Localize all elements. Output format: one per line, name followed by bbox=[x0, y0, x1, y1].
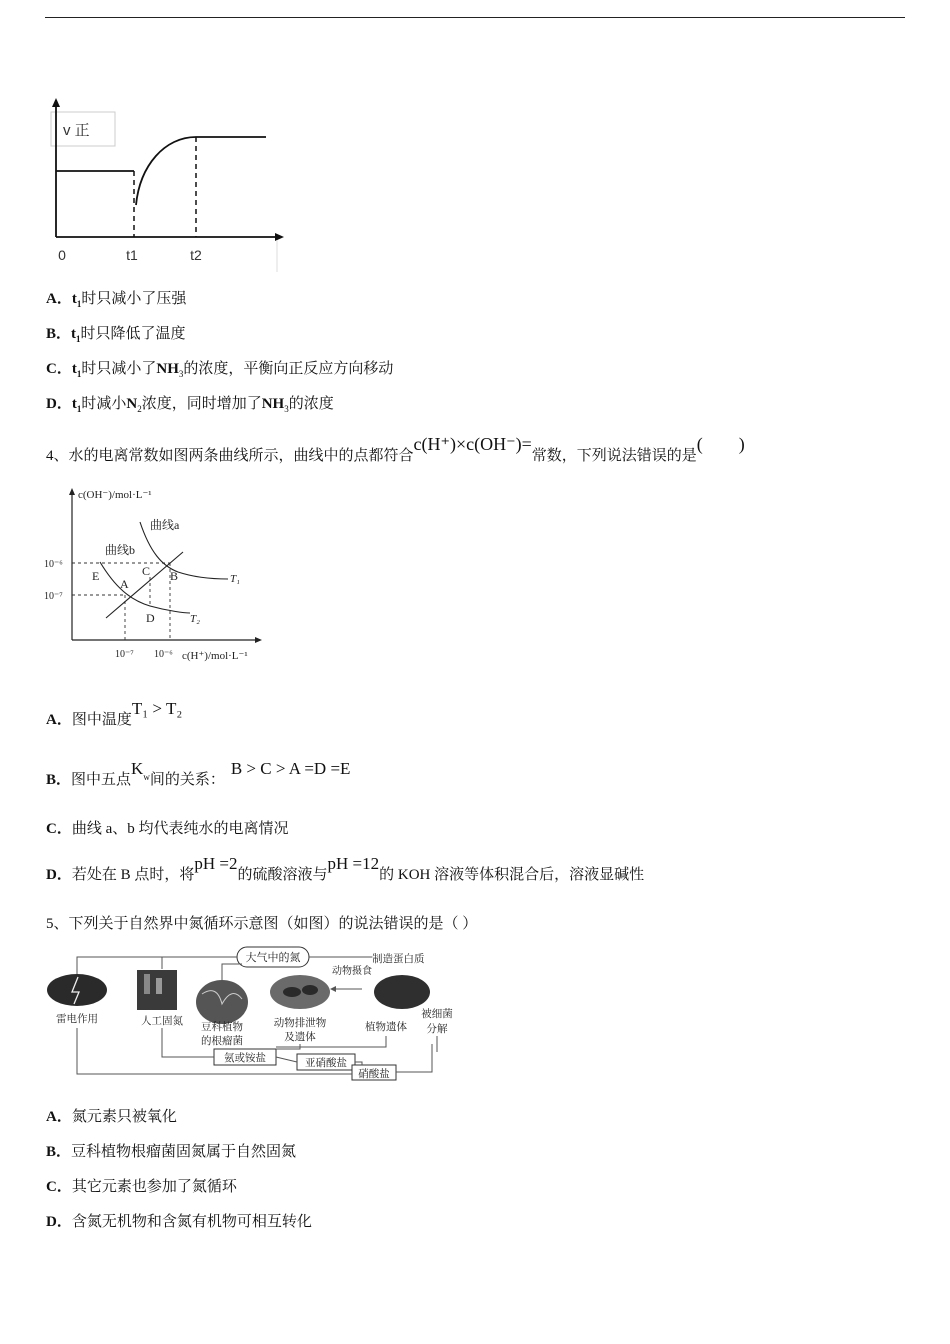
q3-option-a[interactable]: A．$t_1$时只减小了压强 bbox=[46, 291, 187, 309]
y-tick-1e-6: 10⁻⁶ bbox=[44, 559, 63, 570]
point-e: E bbox=[92, 569, 100, 583]
animal-eat-label: 动物摄食 bbox=[332, 966, 372, 977]
y-axis-label: c(OH⁻)/mol·L⁻¹ bbox=[78, 489, 152, 501]
curve-b-label: 曲线b bbox=[105, 543, 136, 557]
q4-option-d[interactable]: D．若处在 B 点时，将pH =2的硫酸溶液与pH =12的 KOH 溶液等体积混合后，溶液显碱性 bbox=[46, 854, 645, 883]
legume-image bbox=[196, 980, 248, 1024]
nitrate-label: 硝酸盐 bbox=[358, 1069, 390, 1080]
x-tick-1e-7: 10⁻⁷ bbox=[115, 649, 134, 660]
x-axis-label: c(H⁺)/mol·L⁻¹ bbox=[182, 650, 248, 662]
t1-label: T₁ bbox=[230, 573, 240, 585]
header-rule bbox=[45, 17, 905, 18]
rate-time-graph bbox=[40, 95, 290, 275]
legume-label-1: 豆科植物 bbox=[201, 1022, 243, 1033]
q5-option-c[interactable]: C．其它元素也参加了氮循环 bbox=[46, 1179, 237, 1195]
protein-label: 制造蛋白质 bbox=[372, 954, 425, 965]
bacteria-label-2: 分解 bbox=[426, 1024, 448, 1035]
q3-option-d[interactable]: D．$t_1$时减小$N_2$浓度，同时增加了$NH_3$的浓度 bbox=[46, 396, 334, 414]
q4-stem: 4、水的电离常数如图两条曲线所示，曲线中的点都符合c(H⁺)×c(OH⁻)=常数，下列说法错误的是( ) bbox=[46, 434, 745, 464]
tick-t2: t2 bbox=[190, 247, 202, 263]
q5-option-a[interactable]: A．氮元素只被氧化 bbox=[46, 1109, 177, 1125]
q5-option-b[interactable]: B．豆科植物根瘤菌固氮属于自然固氮 bbox=[46, 1144, 297, 1160]
atmosphere-label: 大气中的氮 bbox=[245, 952, 301, 964]
q5-stem: 5、下列关于自然界中氮循环示意图（如图）的说法错误的是（ ） bbox=[46, 916, 478, 932]
q3-option-b[interactable]: B．$t_1$时只降低了温度 bbox=[46, 326, 186, 344]
y-tick-1e-7: 10⁻⁷ bbox=[44, 591, 63, 602]
x-tick-1e-6: 10⁻⁶ bbox=[154, 649, 173, 660]
plant-remains-label: 植物遗体 bbox=[365, 1022, 407, 1033]
q4-option-b[interactable]: B．图中五点$K_w$间的关系：B > C > A =D =E bbox=[46, 759, 351, 788]
lightning-label: 雷电作用 bbox=[56, 1014, 98, 1025]
q5-option-d[interactable]: D．含氮无机物和含氮有机物可相互转化 bbox=[46, 1214, 312, 1230]
point-c: C bbox=[142, 564, 151, 578]
point-d: D bbox=[146, 611, 155, 625]
excreta-label-1: 动物排泄物 bbox=[273, 1018, 327, 1029]
y-arrow bbox=[69, 488, 75, 495]
q4-formula: c(H⁺)×c(OH⁻)= bbox=[413, 434, 532, 454]
y-arrow bbox=[52, 98, 60, 107]
line-to-industrial bbox=[162, 957, 237, 969]
nitrite-label: 亚硝酸盐 bbox=[305, 1058, 347, 1069]
x-arrow bbox=[275, 233, 284, 241]
q3-option-c[interactable]: C．$t_1$时只减小了$NH_3$的浓度，平衡向正反应方向移动 bbox=[46, 361, 394, 379]
q4-option-c[interactable]: C．曲线 a、b 均代表纯水的电离情况 bbox=[46, 821, 289, 837]
ammonia-label: 氨或铵盐 bbox=[224, 1053, 266, 1064]
v-rising-curve bbox=[136, 137, 196, 205]
bacteria-label-1: 被细菌 bbox=[421, 1009, 453, 1020]
nitrogen-cycle-diagram bbox=[42, 944, 462, 1084]
curve-a-label: 曲线a bbox=[150, 518, 180, 532]
q4-option-a[interactable]: A．图中温度T₁ > T₂ bbox=[46, 699, 183, 728]
point-a: A bbox=[120, 577, 129, 591]
q4-paren: ( ) bbox=[696, 434, 745, 454]
plants-image bbox=[374, 975, 430, 1009]
point-b: B bbox=[170, 569, 179, 583]
tick-0: 0 bbox=[58, 247, 66, 263]
t2-label: T₂ bbox=[190, 613, 200, 625]
excreta-label-2: 及遗体 bbox=[284, 1032, 316, 1043]
water-ionization-graph bbox=[40, 482, 270, 667]
legume-label-2: 的根瘤菌 bbox=[201, 1036, 243, 1047]
x-arrow bbox=[255, 637, 262, 643]
graph-y-label: v 正 bbox=[63, 122, 90, 139]
tick-t1: t1 bbox=[126, 247, 138, 263]
industrial-label: 人工固氮 bbox=[141, 1016, 183, 1027]
flow-to-plants bbox=[396, 1044, 432, 1072]
